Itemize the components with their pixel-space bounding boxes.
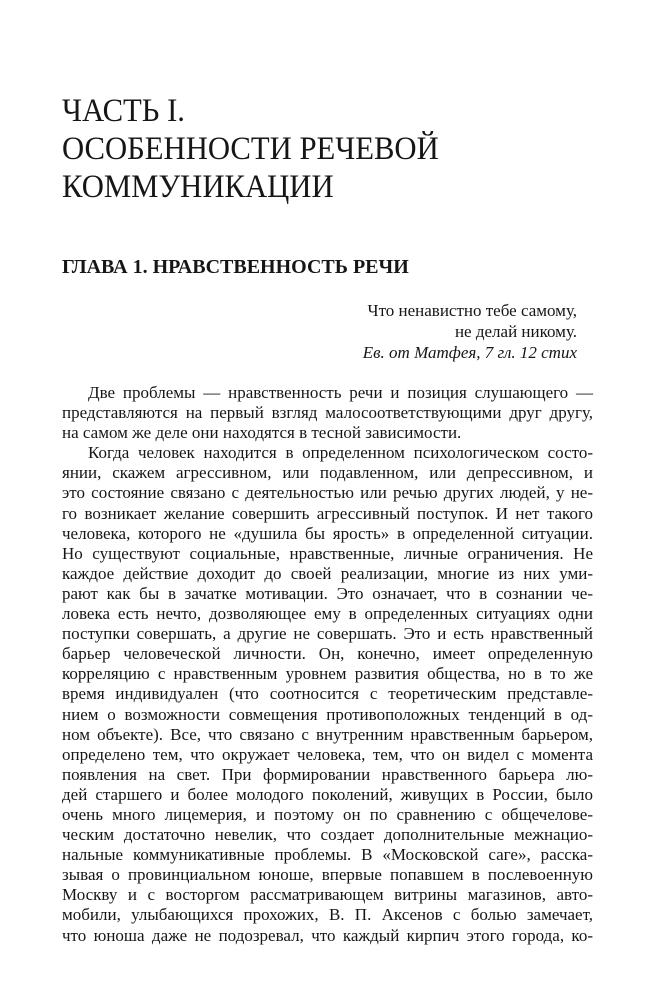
text-line: ном объекте). Все, что связано с внутренним нравственным барьером, <box>62 724 593 744</box>
paragraph <box>62 443 593 945</box>
text-line: человека, которого не «душила бы ярость» в определенной ситуации. <box>62 523 593 543</box>
text-line: янии, скажем агрессивном, или подавленном, или депрессивном, и <box>62 463 593 483</box>
text-line: время индивидуален (что соотносится с теоретическим представле- <box>62 684 593 704</box>
text-line: Две проблемы — нравственность речи и позиция слушающего — <box>88 383 593 402</box>
text-line: это состояние связано с деятельностью или речью других людей, у не- <box>62 483 593 503</box>
text-line: го возникает желание совершить агрессивный поступок. И нет такого <box>62 503 593 523</box>
text-line: мобили, улыбающихся прохожих, В. П. Аксенов с болью замечает, <box>62 905 593 925</box>
text-line: нальные коммуникативные проблемы. В «Московской саге», расска- <box>62 845 593 865</box>
epigraph-line: Что ненавистно тебе самому, <box>367 301 577 320</box>
epigraph-line: не делай никому. <box>454 322 577 341</box>
text-line: что юноша даже не подозревал, что каждый кирпич этого города, ко- <box>62 925 593 945</box>
text-line: Когда человек находится в определенном психологическом состо- <box>88 443 593 463</box>
text-line: на самом же деле они находятся в тесной зависимости. <box>62 423 462 443</box>
text-line: барьер человеческой личности. Он, конечно, имеет определенную <box>62 644 593 664</box>
text-line: очень много лицемерия, и поэтому он по сравнению с общечелове- <box>62 804 593 824</box>
text-line: Москву и с восторгом рассматривающем витрины магазинов, авто- <box>62 885 593 905</box>
part-title-block <box>62 92 439 206</box>
text-line: каждое действие доходит до своей реализации, многие из них уми- <box>62 563 593 583</box>
epigraph <box>363 300 577 363</box>
paragraph <box>62 383 593 443</box>
text-line: определено тем, что окружает человека, тем, что он видел с момента <box>62 744 593 764</box>
chapter-heading: ГЛАВА 1. НРАВСТВЕННОСТЬ РЕЧИ <box>62 256 409 278</box>
text-line: нием о возможности совмещения противоположных тенденций в од- <box>62 704 593 724</box>
text-line: зывая о провинциальном юноше, впервые попавшем в послевоенную <box>62 865 593 885</box>
text-line: представляются на первый взгляд малосоответствующими друг другу, <box>62 403 593 423</box>
part-title-line: ОСОБЕННОСТИ РЕЧЕВОЙ <box>62 131 439 167</box>
part-label: ЧАСТЬ I. <box>62 93 185 129</box>
part-title-line: КОММУНИКАЦИИ <box>62 169 334 205</box>
text-line: появления на свет. При формировании нравственного барьера лю- <box>62 764 593 784</box>
text-line: рают как бы в зачатке мотивации. Это означает, что в сознании че- <box>62 583 593 603</box>
epigraph-source: Ев. от Матфея, 7 гл. 12 стих <box>362 343 577 362</box>
text-line: корреляцию с нравственным уровнем развития общества, но в то же <box>62 664 593 684</box>
text-line: поступки совершать, а другие не совершать. Это и есть нравственный <box>62 624 593 644</box>
text-line: ловека есть нечто, дозволяющее ему в определенных ситуациях одни <box>62 604 593 624</box>
text-line: дей старшего и более молодого поколений, живущих в России, было <box>62 784 593 804</box>
text-line: ческим достаточно невелик, что создает дополнительные межнацио- <box>62 825 593 845</box>
text-line: Но существуют социальные, нравственные, личные ограничения. Не <box>62 543 593 563</box>
body-text <box>62 383 593 946</box>
